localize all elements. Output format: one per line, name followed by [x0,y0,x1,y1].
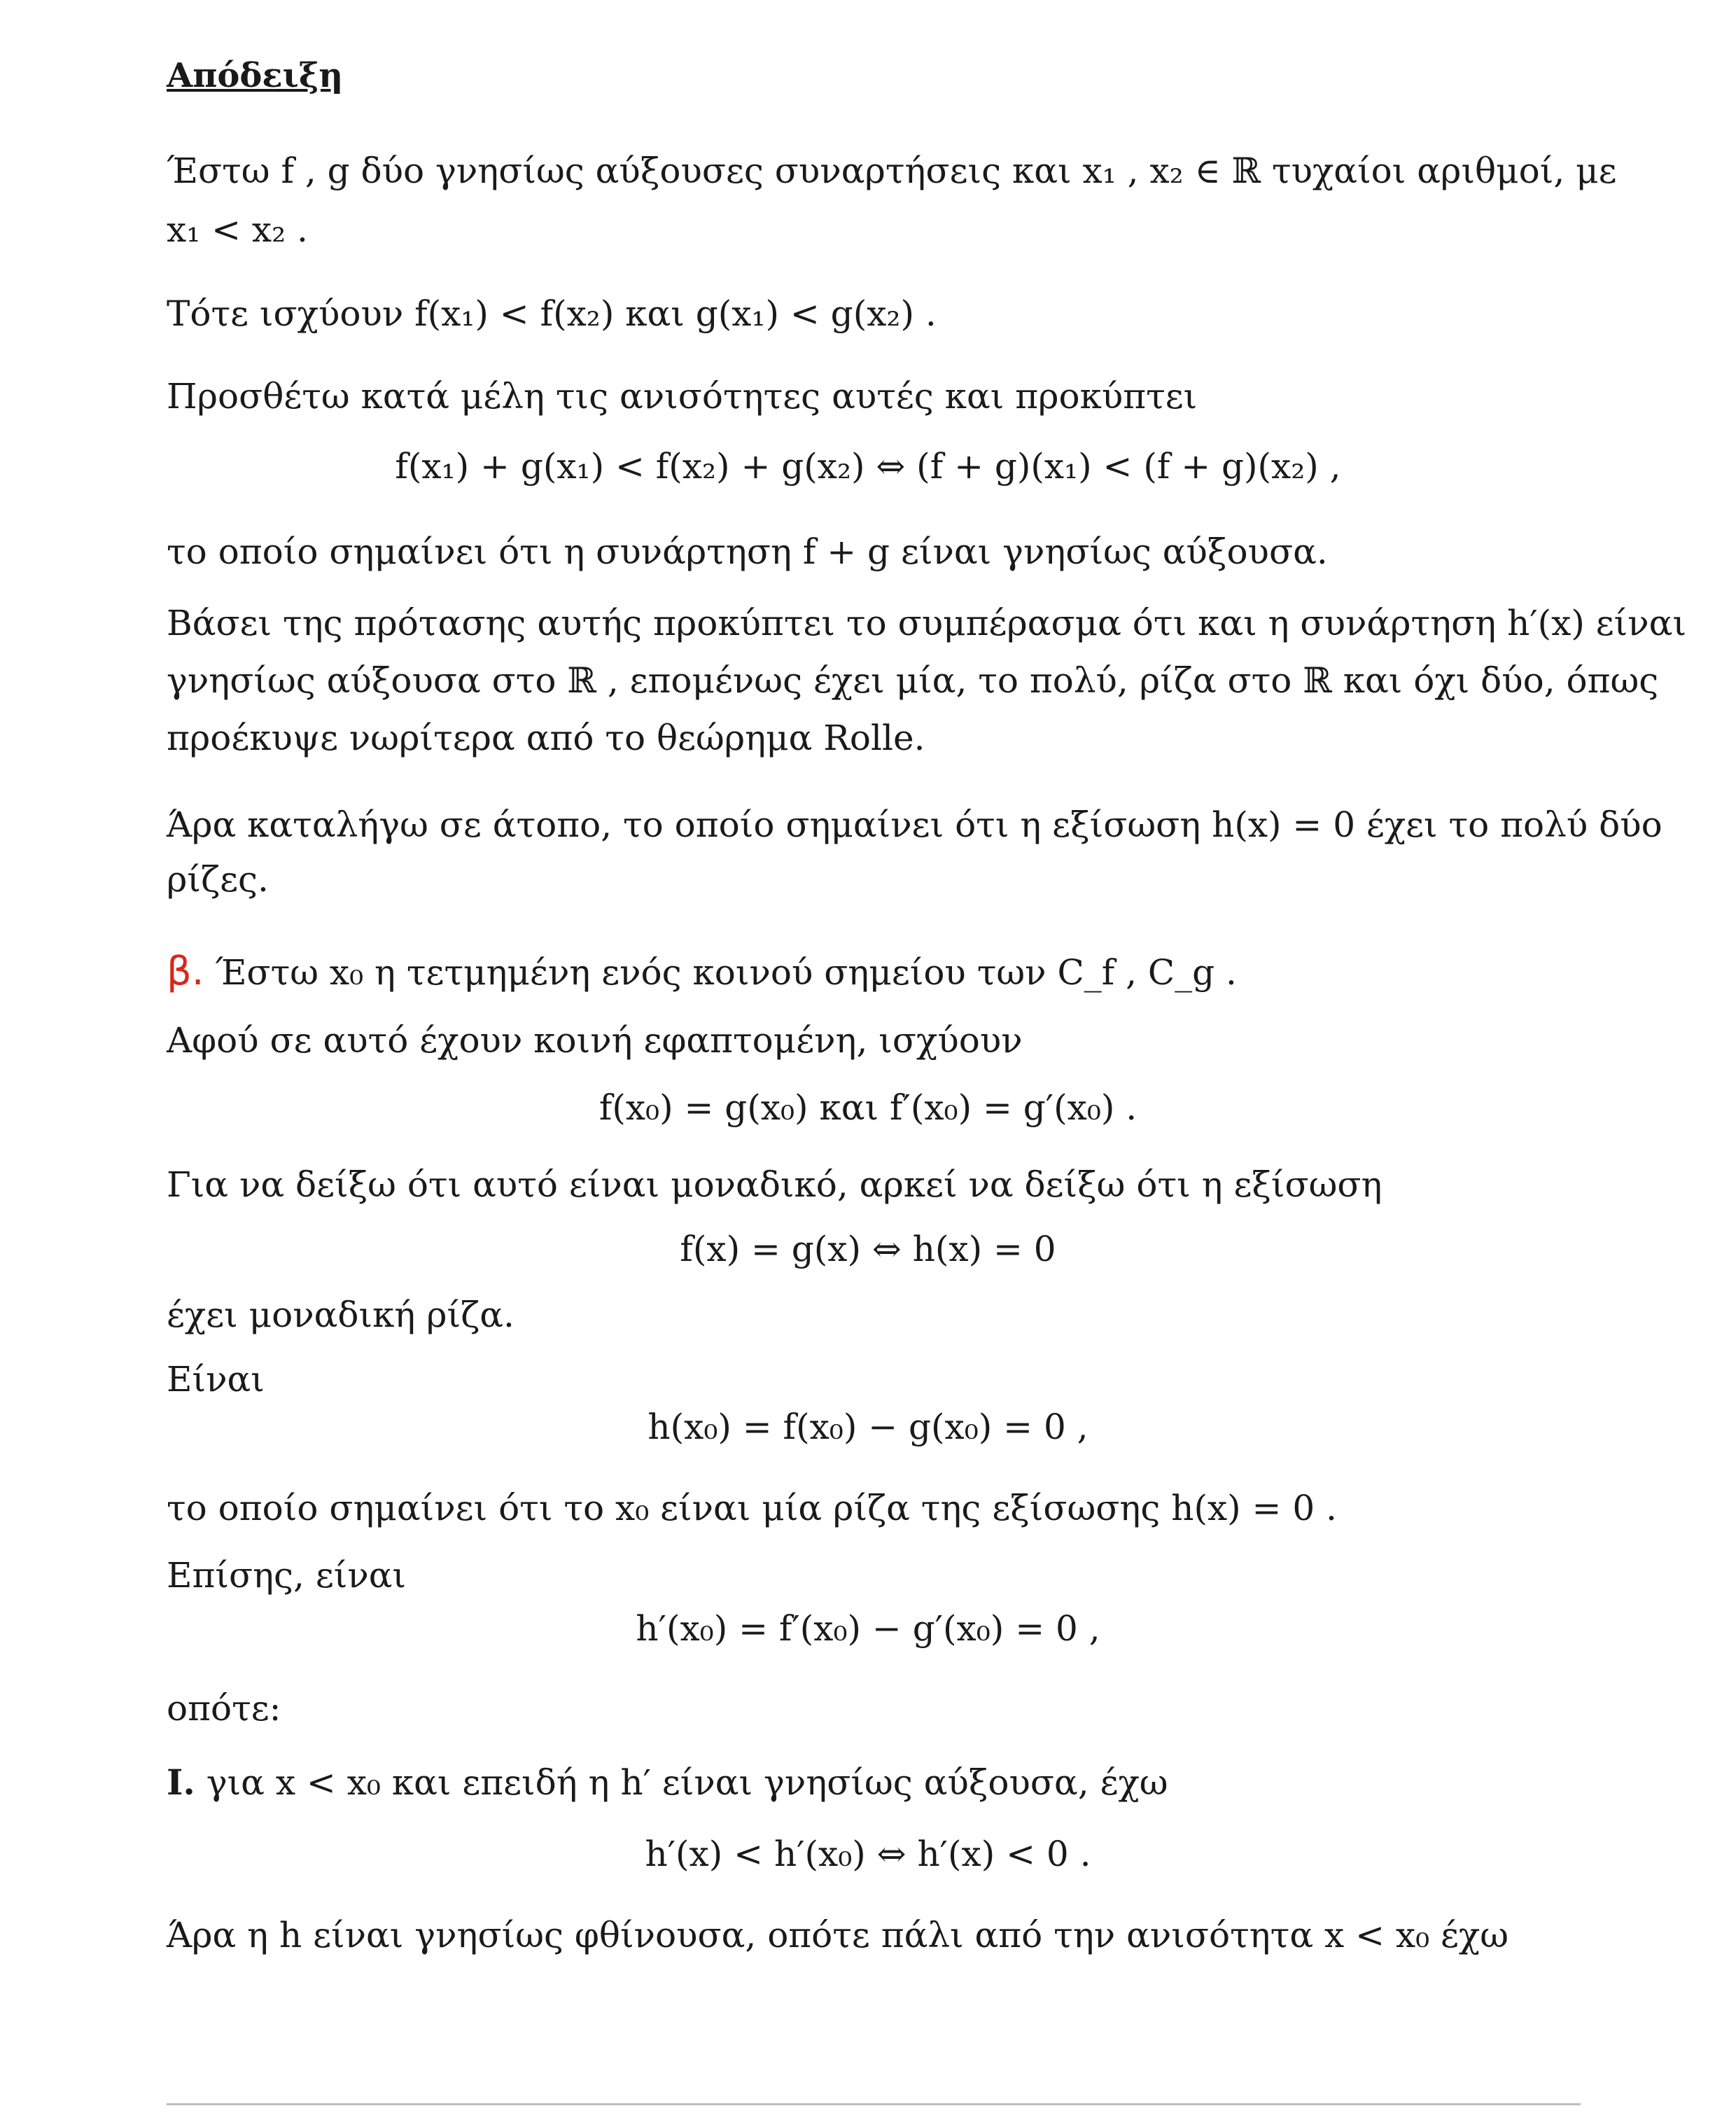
equation-4: h(x₀) = f(x₀) − g(x₀) = 0 , [648,1407,1088,1447]
item-1-label: Ι. [167,1762,195,1803]
paragraph-1-line-1: Έστω f , g δύο γνησίως αύξουσες συναρτήσεις και x₁ , x₂ ∈ ℝ τυχαίοι αριθμοί, με [167,151,1617,191]
paragraph-6-line-1: Άρα καταλήγω σε άτοπο, το οποίο σημαίνει ότι η εξίσωση h(x) = 0 έχει το πολύ δύο [167,804,1662,845]
part-beta-label: β. [167,949,204,994]
paragraph-3: Προσθέτω κατά μέλη τις ανισότητες αυτές και προκύπτει [167,376,1198,417]
paragraph-6-line-2: ρίζες. [167,859,269,900]
paragraph-7: Αφού σε αυτό έχουν κοινή εφαπτομένη, ισχύουν [167,1020,1023,1061]
part-beta-text: Έστω x₀ η τετμημένη ενός κοινού σημείου των C_f , C_g . [204,952,1237,993]
paragraph-2: Τότε ισχύουν f(x₁) < f(x₂) και g(x₁) < g(x₂) . [167,293,937,334]
paragraph-5-line-1: Βάσει της πρότασης αυτής προκύπτει το συμπέρασμα ότι και η συνάρτηση h′(x) είναι [167,603,1687,643]
paragraph-11: το οποίο σημαίνει ότι το x₀ είναι μία ρίζα της εξίσωσης h(x) = 0 . [167,1488,1337,1528]
paragraph-5-line-3: προέκυψε νωρίτερα από το θεώρημα Rolle. [167,718,925,758]
equation-5: h′(x₀) = f′(x₀) − g′(x₀) = 0 , [636,1608,1100,1649]
item-1-line [167,1756,1581,1809]
paragraph-4: το οποίο σημαίνει ότι η συνάρτηση f + g είναι γνησίως αύξουσα. [167,531,1328,572]
paragraph-9: έχει μοναδική ρίζα. [167,1295,514,1335]
paragraph-12: Επίσης, είναι [167,1555,407,1596]
footer-divider [167,2103,1581,2105]
paragraph-5-line-2: γνησίως αύξουσα στο ℝ , επομένως έχει μία, το πολύ, ρίζα στο ℝ και όχι δύο, όπως [167,660,1659,701]
equation-2: f(x₀) = g(x₀) και f′(x₀) = g′(x₀) . [598,1087,1138,1128]
paragraph-13: οπότε: [167,1688,281,1729]
equation-1: f(x₁) + g(x₁) < f(x₂) + g(x₂) ⇔ (f + g)(x₁) < (f + g)(x₂) , [395,446,1341,487]
part-beta-line [167,945,1581,999]
equation-6: h′(x) < h′(x₀) ⇔ h′(x) < 0 . [645,1834,1091,1874]
paragraph-14: Άρα η h είναι γνησίως φθίνουσα, οπότε πάλι από την ανισότητα x < x₀ έχω [167,1915,1508,1955]
equation-3: f(x) = g(x) ⇔ h(x) = 0 [680,1229,1056,1269]
page-title: Απόδειξη [167,56,344,95]
paragraph-1-line-2: x₁ < x₂ . [167,209,308,250]
item-1-text: για x < x₀ και επειδή η h′ είναι γνησίως αύξουσα, έχω [195,1762,1168,1803]
paragraph-10: Είναι [167,1359,265,1400]
paragraph-8: Για να δείξω ότι αυτό είναι μοναδικό, αρκεί να δείξω ότι η εξίσωση [167,1164,1382,1205]
